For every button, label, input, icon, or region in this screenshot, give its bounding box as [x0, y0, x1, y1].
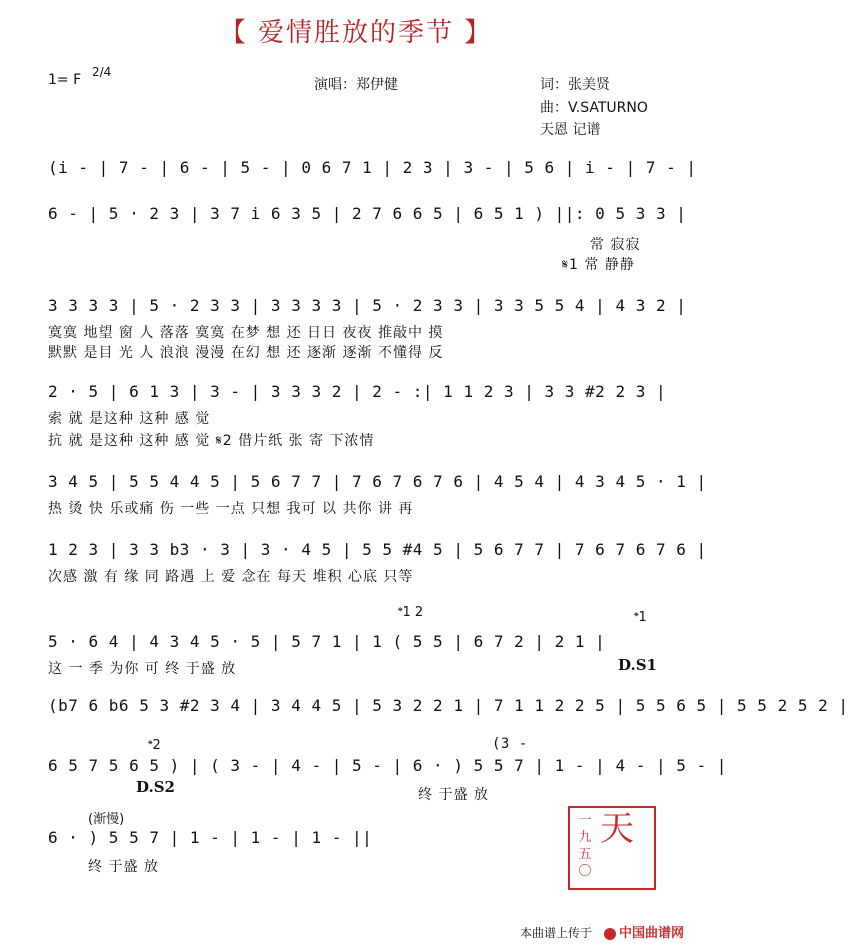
lyric-row-3-line-1: 寞寞 地望 窗 人 落落 寞寞 在梦 想 还 日日 夜夜 推敲中 摸 — [48, 325, 444, 341]
logo-icon — [604, 928, 616, 940]
coda-mark-2: 𝄌2 — [148, 738, 161, 753]
notation-row-9: 6 5 7 5 6 5 ) | ( 3 - | 4 - | 5 - | 6 · ) 5 5 7 | 1 - | 4 - | 5 - | — [48, 756, 727, 775]
key-signature: 1= F — [48, 72, 82, 88]
lyric-row-10: 终 于盛 放 — [88, 859, 159, 875]
lyric-row-6: 次感 激 有 缘 同 路遇 上 爱 念在 每天 堆积 心底 只等 — [48, 569, 414, 585]
lyric-row-4-line-1: 索 就 是这种 这种 感 觉 — [48, 411, 211, 427]
stamp-right-text: 天 — [600, 809, 634, 849]
lyric-row-2-line-2: 𝄋1 常 静静 — [562, 257, 635, 273]
notation-row-6: 1 2 3 | 3 3 b3 · 3 | 3 · 4 5 | 5 5 #4 5 | 5 6 7 7 | 7 6 7 6 7 6 | — [48, 540, 707, 559]
site-name: 中国曲谱网 — [619, 926, 685, 941]
lyric-row-7: 这 一 季 为你 可 终 于盛 放 — [48, 661, 237, 677]
lyric-row-2-line-1: 常 寂寂 — [590, 237, 641, 253]
notation-row-7: 5 · 6 4 | 4 3 4 5 · 5 | 5 7 1 | 1 ( 5 5 | 6 7 2 | 2 1 | — [48, 632, 606, 651]
coda-mark-1-2: 𝄌1 2 — [398, 605, 424, 620]
lyric-row-5: 热 烫 快 乐或痛 伤 一些 一点 只想 我可 以 共你 讲 再 — [48, 501, 414, 517]
time-signature: 2/4 — [92, 65, 112, 79]
notation-row-5: 3 4 5 | 5 5 4 4 5 | 5 6 7 7 | 7 6 7 6 7 6 | 4 5 4 | 4 3 4 5 · 1 | — [48, 472, 707, 491]
composer: 曲：V.SATURNO — [540, 100, 648, 116]
repeat-phrase: (3 - — [492, 736, 528, 752]
stamp-left-text: 一 九 五 〇 — [578, 813, 592, 879]
notation-row-8: (b7 6 b6 5 3 #2 3 4 | 3 4 4 5 | 5 3 2 2 1 | 7 1 1 2 2 5 | 5 5 6 5 | 5 5 2 5 2 | — [48, 696, 849, 715]
lyric-row-9: 终 于盛 放 — [418, 787, 489, 803]
footer-text: 本曲谱上传于 — [520, 926, 593, 940]
page-title: 【 爱情胜放的季节 】 — [219, 18, 493, 48]
notation-row-4: 2 · 5 | 6 1 3 | 3 - | 3 3 3 2 | 2 - :| 1 1 2 3 | 3 3 #2 2 3 | — [48, 382, 667, 401]
tempo-marking: (渐慢) — [88, 812, 125, 827]
lyric-row-4-line-2: 抗 就 是这种 这种 感 觉 𝄋2 借片纸 张 寄 下浓情 — [48, 433, 375, 449]
seal-stamp — [568, 806, 656, 890]
singer: 演唱：郑伊健 — [314, 77, 398, 93]
notation-row-10: 6 · ) 5 5 7 | 1 - | 1 - | 1 - || — [48, 828, 373, 847]
notation-row-3: 3 3 3 3 | 5 · 2 3 3 | 3 3 3 3 | 5 · 2 3 3 | 3 3 5 5 4 | 4 3 2 | — [48, 296, 687, 315]
transcriber: 天恩 记谱 — [540, 122, 601, 138]
notation-row-2: 6 - | 5 · 2 3 | 3 7 i 6 3 5 | 2 7 6 6 5 | 6 5 1 ) ||: 0 5 3 3 | — [48, 204, 687, 223]
lyricist: 词：张美贤 — [540, 77, 610, 93]
ds-1-mark: D.S1 — [618, 656, 657, 674]
coda-mark-1: 𝄌1 — [634, 610, 647, 625]
site-logo[interactable] — [604, 922, 684, 941]
lyric-row-3-line-2: 默默 是目 光 人 浪浪 漫漫 在幻 想 还 逐渐 逐渐 不懂得 反 — [48, 345, 444, 361]
notation-row-1: (i - | 7 - | 6 - | 5 - | 0 6 7 1 | 2 3 | 3 - | 5 6 | i - | 7 - | — [48, 158, 697, 177]
ds-2-mark: D.S2 — [136, 778, 175, 796]
